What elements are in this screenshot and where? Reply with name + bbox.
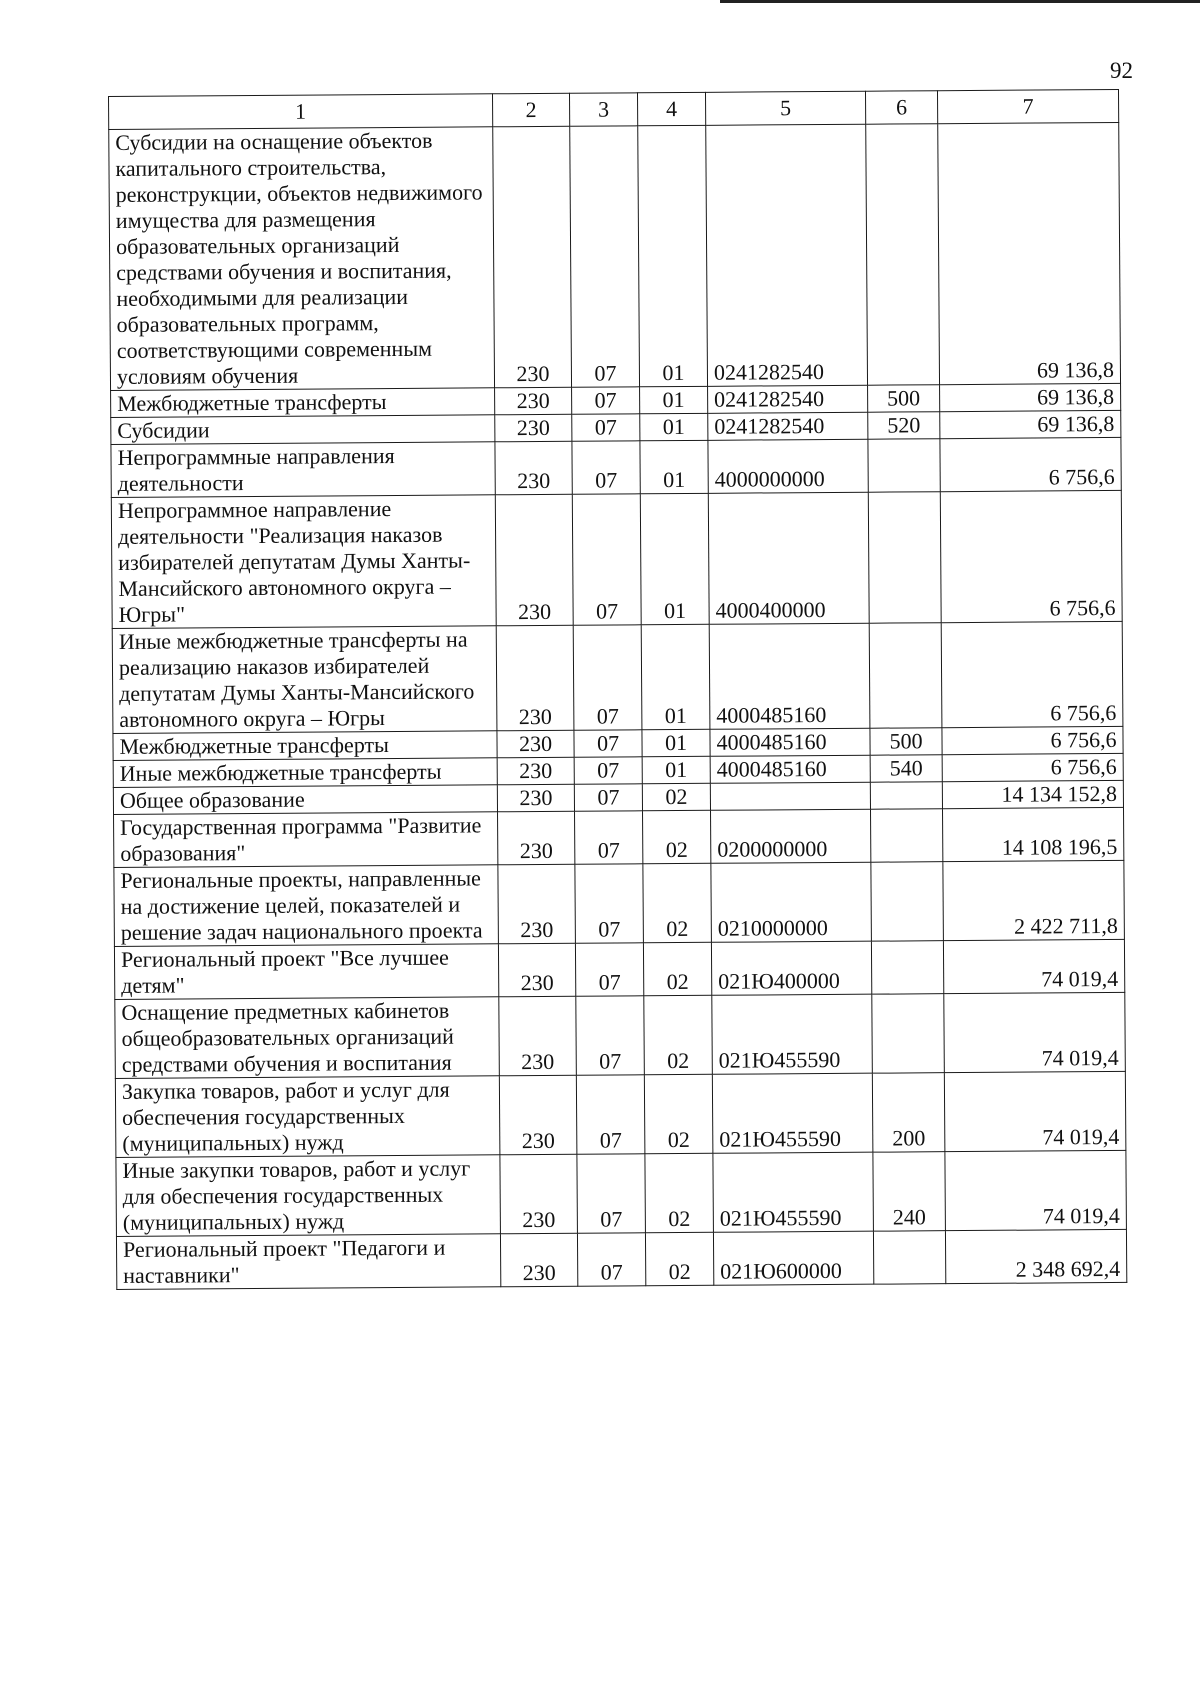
item-name-cell: Региональный проект "Все лучшее детям" <box>114 944 498 1000</box>
amount-cell: 6 756,6 <box>940 490 1122 622</box>
amount-cell: 2 422 711,8 <box>943 860 1125 940</box>
section-code-cell: 07 <box>574 784 642 811</box>
item-name-cell: Межбюджетные трансферты <box>113 731 497 761</box>
header-cell-2: 2 <box>492 93 569 127</box>
section-code-cell: 07 <box>577 1233 645 1286</box>
target-article-code-cell: 021Ю400000 <box>711 941 871 995</box>
item-name-cell: Непрограммное направление деятельности "Реализация наказов избирателей депутатам Думы Ханты-Мансийского автономного округа – Югры" <box>111 495 496 629</box>
amount-cell: 69 136,8 <box>940 410 1121 438</box>
item-name-cell: Общее образование <box>113 785 497 815</box>
header-cell-1: 1 <box>109 94 493 130</box>
item-name-cell: Иные закупки товаров, работ и услуг для обеспечения государственных (муниципальных) нужд <box>116 1155 501 1237</box>
target-article-code-cell <box>710 782 870 810</box>
subsection-code-cell: 01 <box>640 413 708 440</box>
section-code-cell: 07 <box>574 730 642 757</box>
table-row <box>114 939 1124 999</box>
section-code-cell: 07 <box>572 387 640 414</box>
header-cell-3: 3 <box>569 93 637 126</box>
ministry-code-cell: 230 <box>495 494 573 626</box>
table-row <box>116 1229 1126 1289</box>
amount-cell: 6 756,6 <box>941 621 1123 727</box>
table-row <box>109 122 1121 390</box>
section-code-cell: 07 <box>577 1154 646 1233</box>
section-code-cell: 07 <box>576 1075 645 1154</box>
subsection-code-cell: 01 <box>638 125 708 386</box>
target-article-code-cell: 0241282540 <box>706 124 868 386</box>
ministry-code-cell: 230 <box>500 1154 578 1234</box>
amount-cell: 74 019,4 <box>943 939 1124 993</box>
ministry-code-cell: 230 <box>498 811 575 865</box>
ministry-code-cell: 230 <box>499 996 577 1076</box>
target-article-code-cell: 4000485160 <box>710 755 870 783</box>
budget-table-body <box>109 89 1127 1289</box>
expense-type-code-cell <box>870 782 942 810</box>
table-row <box>115 1071 1126 1157</box>
amount-cell: 2 348 692,4 <box>945 1229 1126 1283</box>
table-row <box>111 490 1122 628</box>
subsection-code-cell: 02 <box>643 942 711 995</box>
section-code-cell: 07 <box>572 414 640 441</box>
subsection-code-cell: 01 <box>642 756 710 783</box>
subsection-code-cell: 01 <box>642 729 710 756</box>
subsection-code-cell: 01 <box>640 440 708 493</box>
target-article-code-cell: 0200000000 <box>711 809 871 863</box>
target-article-code-cell: 021Ю600000 <box>713 1231 873 1285</box>
ministry-code-cell: 230 <box>497 730 574 758</box>
subsection-code-cell: 02 <box>644 1074 713 1153</box>
target-article-code-cell: 0241282540 <box>708 385 868 413</box>
target-article-code-cell: 0210000000 <box>711 862 872 942</box>
expense-type-code-cell <box>870 809 942 863</box>
expense-type-code-cell: 500 <box>868 385 940 413</box>
expense-type-code-cell <box>872 994 945 1074</box>
expense-type-code-cell: 540 <box>870 755 942 783</box>
expense-type-code-cell <box>871 941 943 995</box>
subsection-code-cell: 02 <box>644 995 713 1074</box>
section-code-cell: 07 <box>570 126 640 387</box>
header-cell-4: 4 <box>637 92 705 125</box>
subsection-code-cell: 02 <box>642 783 710 810</box>
table-row <box>116 1150 1127 1236</box>
ministry-code-cell: 230 <box>493 126 572 388</box>
section-code-cell: 07 <box>575 943 643 996</box>
target-article-code-cell: 021Ю455590 <box>712 1073 873 1153</box>
header-cell-6: 6 <box>865 91 937 125</box>
ministry-code-cell: 230 <box>496 625 574 731</box>
header-cell-7: 7 <box>937 89 1118 123</box>
section-code-cell: 07 <box>574 757 642 784</box>
ministry-code-cell: 230 <box>500 1233 577 1287</box>
target-article-code-cell: 021Ю455590 <box>712 994 873 1074</box>
ministry-code-cell: 230 <box>497 757 574 785</box>
top-edge-rule <box>720 0 1200 3</box>
table-row <box>115 992 1126 1078</box>
target-article-code-cell: 4000000000 <box>708 439 868 493</box>
amount-cell: 74 019,4 <box>944 992 1126 1072</box>
item-name-cell: Межбюджетные трансферты <box>111 388 495 418</box>
target-article-code-cell: 4000485160 <box>710 728 870 756</box>
ministry-code-cell: 230 <box>498 943 575 997</box>
item-name-cell: Оснащение предметных кабинетов общеобразовательных организаций средствами обучения и воспитания <box>115 997 500 1079</box>
amount-cell: 6 756,6 <box>942 726 1123 754</box>
amount-cell: 6 756,6 <box>940 437 1121 491</box>
target-article-code-cell: 021Ю455590 <box>713 1152 874 1232</box>
subsection-code-cell: 01 <box>640 493 709 624</box>
amount-cell: 74 019,4 <box>945 1150 1127 1230</box>
expense-type-code-cell: 520 <box>868 412 940 440</box>
section-code-cell: 07 <box>576 996 645 1075</box>
item-name-cell: Региональный проект "Педагоги и наставники" <box>116 1234 500 1290</box>
section-code-cell: 07 <box>573 625 642 730</box>
amount-cell: 14 108 196,5 <box>942 807 1123 861</box>
expense-type-code-cell <box>873 1231 945 1285</box>
item-name-cell: Непрограммные направления деятельности <box>111 442 495 498</box>
target-article-code-cell: 4000485160 <box>709 623 870 729</box>
item-name-cell: Государственная программа "Развитие образования" <box>114 812 498 868</box>
subsection-code-cell: 01 <box>641 624 710 729</box>
subsection-code-cell: 02 <box>645 1153 714 1232</box>
expense-type-code-cell: 200 <box>872 1073 945 1153</box>
item-name-cell: Субсидии на оснащение объектов капитального строительства, реконструкции, объектов недвижимого имущества для размещения образовательных организаций средствами обучения и воспитания, необходимыми для реализации образовательных программ, соответствующими современным условиям обучения <box>109 127 495 391</box>
table-row <box>111 437 1121 497</box>
header-cell-5: 5 <box>705 91 865 125</box>
ministry-code-cell: 230 <box>499 1075 577 1155</box>
item-name-cell: Иные межбюджетные трансферты <box>113 758 497 788</box>
item-name-cell: Закупка товаров, работ и услуг для обеспечения государственных (муниципальных) нужд <box>115 1076 500 1158</box>
section-code-cell: 07 <box>575 864 644 943</box>
section-code-cell: 07 <box>572 494 641 625</box>
ministry-code-cell: 230 <box>497 784 574 812</box>
amount-cell: 14 134 152,8 <box>942 780 1123 808</box>
item-name-cell: Субсидии <box>111 415 495 445</box>
budget-table <box>108 89 1127 1290</box>
ministry-code-cell: 230 <box>498 864 576 944</box>
expense-type-code-cell <box>868 439 940 493</box>
table-row <box>114 860 1125 946</box>
page-number: 92 <box>1110 58 1133 83</box>
amount-cell: 69 136,8 <box>938 122 1121 384</box>
table-row <box>114 807 1124 867</box>
section-code-cell: 07 <box>572 441 640 494</box>
ministry-code-cell: 230 <box>495 387 572 415</box>
expense-type-code-cell: 240 <box>873 1152 946 1232</box>
subsection-code-cell: 02 <box>645 1232 713 1285</box>
target-article-code-cell: 0241282540 <box>708 412 868 440</box>
ministry-code-cell: 230 <box>495 414 572 442</box>
table-row <box>112 621 1123 733</box>
subsection-code-cell: 01 <box>640 386 708 413</box>
amount-cell: 6 756,6 <box>942 753 1123 781</box>
item-name-cell: Региональные проекты, направленные на достижение целей, показателей и решение задач национального проекта <box>114 865 499 947</box>
section-code-cell: 07 <box>575 811 643 864</box>
target-article-code-cell: 4000400000 <box>708 492 869 624</box>
ministry-code-cell: 230 <box>495 441 572 495</box>
expense-type-code-cell: 500 <box>870 728 942 756</box>
amount-cell: 69 136,8 <box>940 383 1121 411</box>
expense-type-code-cell <box>866 124 940 385</box>
amount-cell: 74 019,4 <box>944 1071 1126 1151</box>
item-name-cell: Иные межбюджетные трансферты на реализацию наказов избирателей депутатам Думы Ханты-Мансийского автономного округа – Югры <box>112 626 497 734</box>
expense-type-code-cell <box>868 492 941 623</box>
subsection-code-cell: 02 <box>643 863 712 942</box>
expense-type-code-cell <box>869 623 942 729</box>
subsection-code-cell: 02 <box>643 810 711 863</box>
expense-type-code-cell <box>871 862 944 942</box>
